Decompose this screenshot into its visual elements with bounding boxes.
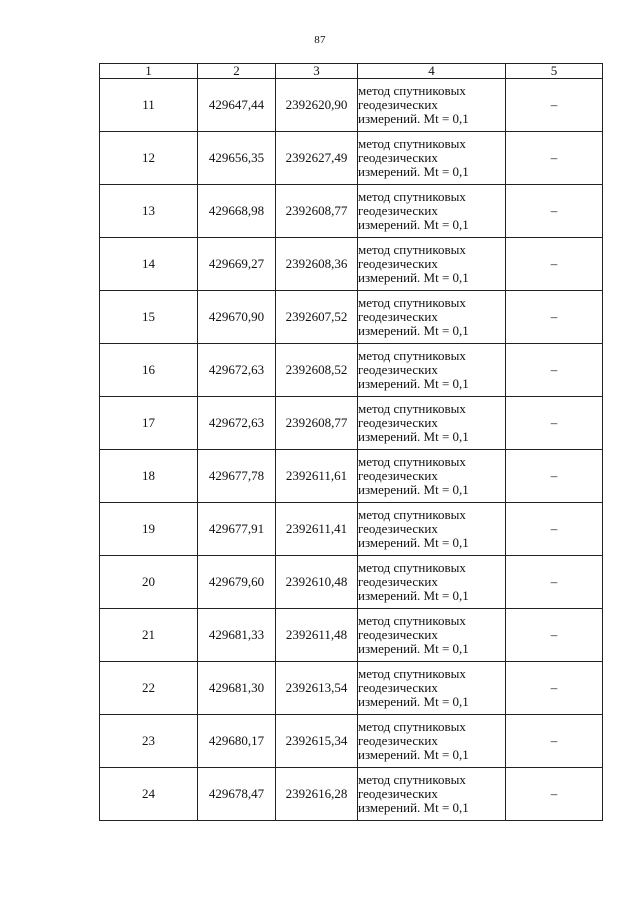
method-line: измерений. Mt = 0,1 xyxy=(358,588,469,603)
x-coordinate-cell: 429670,90 xyxy=(198,291,276,344)
point-number-cell: 19 xyxy=(100,503,198,556)
table-row xyxy=(100,79,603,132)
method-line: метод спутниковых xyxy=(358,560,466,575)
column-header-1: 1 xyxy=(100,64,198,79)
y-coordinate-cell: 2392608,52 xyxy=(276,344,358,397)
method-line: измерений. Mt = 0,1 xyxy=(358,429,469,444)
method-line: геодезических xyxy=(358,733,438,748)
method-cell xyxy=(358,503,506,556)
method-cell xyxy=(358,397,506,450)
table-row xyxy=(100,662,603,715)
note-cell: – xyxy=(506,556,603,609)
method-line: геодезических xyxy=(358,97,438,112)
x-coordinate-cell: 429680,17 xyxy=(198,715,276,768)
method-line: измерений. Mt = 0,1 xyxy=(358,800,469,815)
method-cell xyxy=(358,238,506,291)
method-line: метод спутниковых xyxy=(358,242,466,257)
y-coordinate-cell: 2392613,54 xyxy=(276,662,358,715)
table-row xyxy=(100,397,603,450)
x-coordinate-cell: 429678,47 xyxy=(198,768,276,821)
method-cell xyxy=(358,450,506,503)
y-coordinate-cell: 2392616,28 xyxy=(276,768,358,821)
table-row xyxy=(100,344,603,397)
y-coordinate-cell: 2392627,49 xyxy=(276,132,358,185)
table-row xyxy=(100,185,603,238)
x-coordinate-cell: 429677,78 xyxy=(198,450,276,503)
method-cell xyxy=(358,556,506,609)
column-header-3: 3 xyxy=(276,64,358,79)
point-number-cell: 20 xyxy=(100,556,198,609)
note-cell: – xyxy=(506,132,603,185)
y-coordinate-cell: 2392620,90 xyxy=(276,79,358,132)
point-number-cell: 12 xyxy=(100,132,198,185)
y-coordinate-cell: 2392608,77 xyxy=(276,185,358,238)
column-header-2: 2 xyxy=(198,64,276,79)
method-cell xyxy=(358,715,506,768)
method-line: метод спутниковых xyxy=(358,772,466,787)
method-cell xyxy=(358,609,506,662)
table-row xyxy=(100,556,603,609)
note-cell: – xyxy=(506,609,603,662)
note-cell: – xyxy=(506,238,603,291)
note-cell: – xyxy=(506,450,603,503)
method-cell xyxy=(358,768,506,821)
table-row xyxy=(100,768,603,821)
y-coordinate-cell: 2392615,34 xyxy=(276,715,358,768)
note-cell: – xyxy=(506,79,603,132)
x-coordinate-cell: 429672,63 xyxy=(198,397,276,450)
column-header-5: 5 xyxy=(506,64,603,79)
y-coordinate-cell: 2392610,48 xyxy=(276,556,358,609)
note-cell: – xyxy=(506,185,603,238)
column-header-4: 4 xyxy=(358,64,506,79)
method-line: геодезических xyxy=(358,627,438,642)
method-line: метод спутниковых xyxy=(358,719,466,734)
table-header-row xyxy=(100,64,603,79)
method-line: измерений. Mt = 0,1 xyxy=(358,535,469,550)
method-line: измерений. Mt = 0,1 xyxy=(358,217,469,232)
point-number-cell: 16 xyxy=(100,344,198,397)
table-row xyxy=(100,291,603,344)
method-cell xyxy=(358,291,506,344)
x-coordinate-cell: 429669,27 xyxy=(198,238,276,291)
method-line: метод спутниковых xyxy=(358,136,466,151)
method-cell xyxy=(358,132,506,185)
point-number-cell: 22 xyxy=(100,662,198,715)
method-line: метод спутниковых xyxy=(358,348,466,363)
x-coordinate-cell: 429677,91 xyxy=(198,503,276,556)
method-line: геодезических xyxy=(358,309,438,324)
x-coordinate-cell: 429647,44 xyxy=(198,79,276,132)
method-line: измерений. Mt = 0,1 xyxy=(358,482,469,497)
method-cell xyxy=(358,79,506,132)
method-line: геодезических xyxy=(358,203,438,218)
y-coordinate-cell: 2392611,48 xyxy=(276,609,358,662)
note-cell: – xyxy=(506,291,603,344)
method-line: измерений. Mt = 0,1 xyxy=(358,747,469,762)
coordinates-table xyxy=(99,63,603,821)
y-coordinate-cell: 2392611,41 xyxy=(276,503,358,556)
x-coordinate-cell: 429681,30 xyxy=(198,662,276,715)
x-coordinate-cell: 429681,33 xyxy=(198,609,276,662)
method-line: геодезических xyxy=(358,786,438,801)
method-line: измерений. Mt = 0,1 xyxy=(358,111,469,126)
method-line: метод спутниковых xyxy=(358,507,466,522)
method-line: геодезических xyxy=(358,362,438,377)
table-row xyxy=(100,132,603,185)
method-cell xyxy=(358,344,506,397)
point-number-cell: 24 xyxy=(100,768,198,821)
method-line: геодезических xyxy=(358,415,438,430)
method-line: измерений. Mt = 0,1 xyxy=(358,376,469,391)
point-number-cell: 18 xyxy=(100,450,198,503)
point-number-cell: 13 xyxy=(100,185,198,238)
table-body xyxy=(100,79,603,821)
note-cell: – xyxy=(506,503,603,556)
method-line: метод спутниковых xyxy=(358,454,466,469)
x-coordinate-cell: 429672,63 xyxy=(198,344,276,397)
x-coordinate-cell: 429679,60 xyxy=(198,556,276,609)
method-line: измерений. Mt = 0,1 xyxy=(358,641,469,656)
point-number-cell: 23 xyxy=(100,715,198,768)
method-line: метод спутниковых xyxy=(358,401,466,416)
note-cell: – xyxy=(506,344,603,397)
point-number-cell: 14 xyxy=(100,238,198,291)
note-cell: – xyxy=(506,768,603,821)
note-cell: – xyxy=(506,662,603,715)
method-line: метод спутниковых xyxy=(358,613,466,628)
point-number-cell: 11 xyxy=(100,79,198,132)
method-line: измерений. Mt = 0,1 xyxy=(358,270,469,285)
method-line: геодезических xyxy=(358,521,438,536)
table-row xyxy=(100,503,603,556)
method-cell xyxy=(358,662,506,715)
x-coordinate-cell: 429656,35 xyxy=(198,132,276,185)
y-coordinate-cell: 2392611,61 xyxy=(276,450,358,503)
table-row xyxy=(100,715,603,768)
note-cell: – xyxy=(506,397,603,450)
point-number-cell: 21 xyxy=(100,609,198,662)
method-line: измерений. Mt = 0,1 xyxy=(358,694,469,709)
table-row xyxy=(100,609,603,662)
method-line: геодезических xyxy=(358,468,438,483)
x-coordinate-cell: 429668,98 xyxy=(198,185,276,238)
table-row xyxy=(100,450,603,503)
table-row xyxy=(100,238,603,291)
method-cell xyxy=(358,185,506,238)
y-coordinate-cell: 2392607,52 xyxy=(276,291,358,344)
method-line: геодезических xyxy=(358,150,438,165)
method-line: геодезических xyxy=(358,574,438,589)
note-cell: – xyxy=(506,715,603,768)
method-line: измерений. Mt = 0,1 xyxy=(358,164,469,179)
method-line: измерений. Mt = 0,1 xyxy=(358,323,469,338)
y-coordinate-cell: 2392608,77 xyxy=(276,397,358,450)
page-number: 87 xyxy=(314,34,326,46)
y-coordinate-cell: 2392608,36 xyxy=(276,238,358,291)
method-line: метод спутниковых xyxy=(358,189,466,204)
point-number-cell: 17 xyxy=(100,397,198,450)
method-line: метод спутниковых xyxy=(358,83,466,98)
method-line: геодезических xyxy=(358,680,438,695)
method-line: геодезических xyxy=(358,256,438,271)
method-line: метод спутниковых xyxy=(358,666,466,681)
point-number-cell: 15 xyxy=(100,291,198,344)
method-line: метод спутниковых xyxy=(358,295,466,310)
